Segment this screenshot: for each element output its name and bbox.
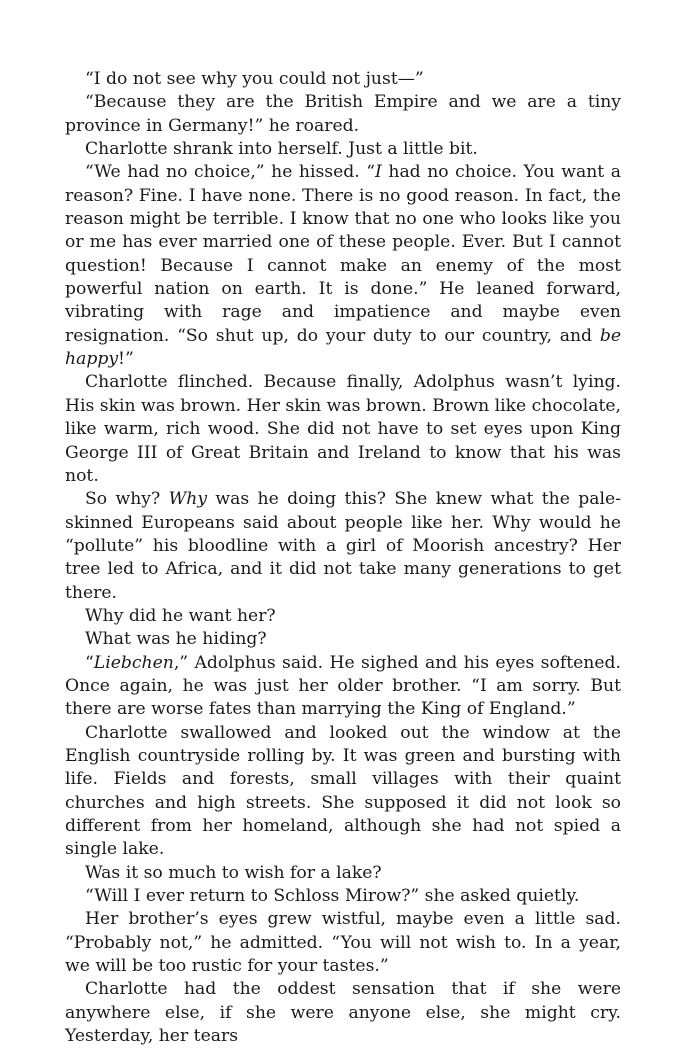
paragraph: “We had no choice,” he hissed. “I had no choice. You want a reason? Fine. I have none. There is no good reason. In fact, the reason might be terrible. I know that no one who looks like you or me has ever married one of these people. Ever. But I cannot question! Because I cannot make an enemy of the most powerful nation on earth. It is done.” He leaned forward, vibrating with rage and impatience and maybe even resignation. “So shut up, do your duty to our country, and be happy!” [65, 162, 621, 370]
paragraph: “Because they are the British Empire and we are a tiny province in Germany!” he roared. [65, 92, 621, 136]
paragraph: So why? Why was he doing this? She knew what the pale-skinned Europeans said about people like her. Why would he “pollute” his bloodline with a girl of Moorish ancestry? Her tree led to Africa, and it did not take many generations to get there. [65, 489, 621, 603]
paragraph: Charlotte swallowed and looked out the window at the English countryside rolling by. It was green and bursting with life. Fields and forests, small villages with their quaint churches and high streets. She supposed it did not look so different from her homeland, although she had not spied a single lake. [65, 722, 621, 860]
paragraph: Charlotte had the oddest sensation that if she were anywhere else, if she were anyone else, she might cry. Yesterday, her tears [65, 979, 621, 1047]
paragraph: Why did he want her? [85, 605, 276, 626]
paragraph: Was it so much to wish for a lake? [85, 862, 382, 883]
book-page [65, 68, 621, 1048]
paragraph: “Will I ever return to Schloss Mirow?” she asked quietly. [85, 886, 580, 907]
paragraph: “Liebchen,” Adolphus said. He sighed and his eyes softened. Once again, he was just her older brother. “I am sorry. But there are worse fates than marrying the King of England.” [65, 652, 621, 720]
paragraph: Charlotte flinched. Because finally, Adolphus wasn’t lying. His skin was brown. Her skin was brown. Brown like chocolate, like warm, rich wood. She did not have to set eyes upon King George III of Great Britain and Ireland to know that his was not. [65, 372, 621, 486]
paragraph: What was he hiding? [85, 629, 267, 650]
paragraph: Charlotte shrank into herself. Just a little bit. [85, 139, 478, 160]
paragraph: “I do not see why you could not just—” [85, 69, 424, 89]
paragraph: Her brother’s eyes grew wistful, maybe even a little sad. “Probably not,” he admitted. “You will not wish to. In a year, we will be too rustic for your tastes.” [65, 909, 621, 977]
